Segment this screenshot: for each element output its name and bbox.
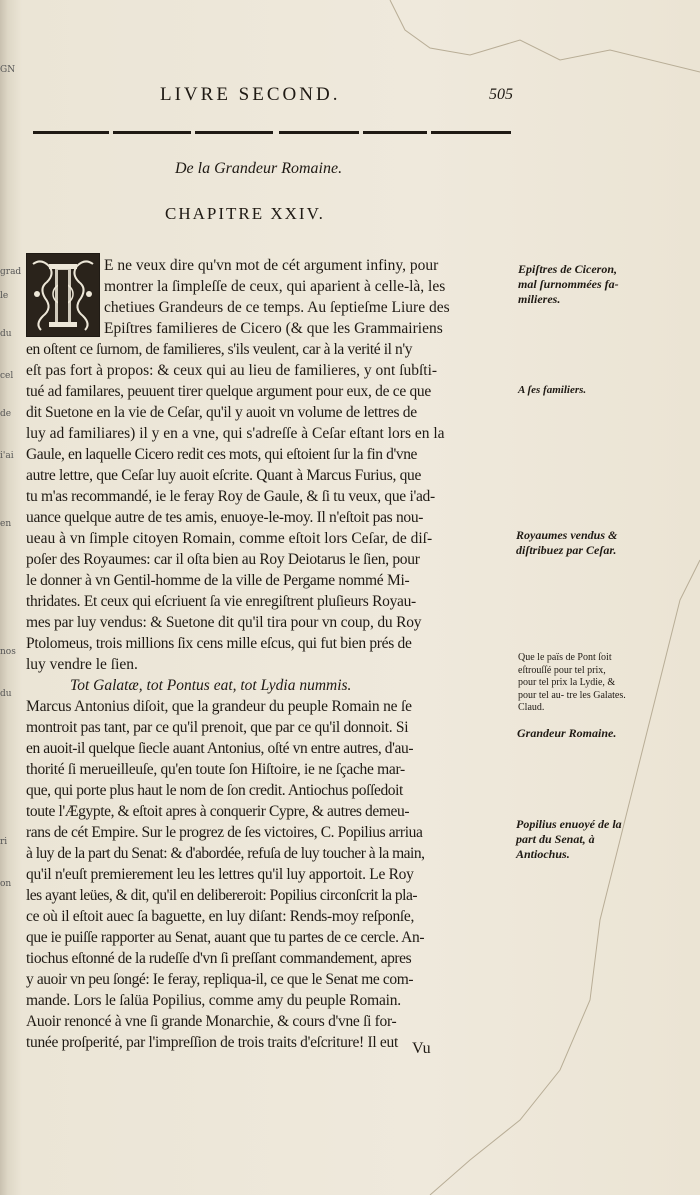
margin-note: Royaumes vendus & diſtribuez par Ceſar.	[516, 528, 618, 557]
body-line: que, qui porte plus haut le nom de ſon credit. Antiochus poſſedoit	[26, 782, 403, 799]
spine-text: ri	[0, 837, 8, 847]
body-line: luy ad familiares) il y en a vne, qui s'adreſſe à Ceſar eſtant lors en la	[26, 425, 445, 442]
body-line: tu m'as recommandé, ie le feray Roy de Gaule, & ſi tu veux, que i'ad-	[26, 488, 435, 505]
body-line: ce où il eſtoit auec ſa baguette, en luy diſant: Rends-moy reſponſe,	[26, 908, 415, 925]
section-title: De la Grandeur Romaine.	[175, 160, 343, 177]
body-line: Marcus Antonius diſoit, que la grandeur du peuple Romain ne ſe	[26, 698, 412, 715]
body-line: en oſtent ce ſurnom, de familieres, s'ils veulent, car à la verité il n'y	[26, 341, 413, 358]
spine-text: cel	[0, 371, 14, 381]
spine-text: en	[0, 519, 12, 529]
body-line: qu'il n'euſt premierement leu les lettres qu'il luy apportoit. Le Roy	[26, 866, 414, 883]
margin-note: Que le païs de Pont ſoit eſtrouſſé pour tel prix, pour tel prix la Lydie, & pour tel au- tre les Galates. Claud.	[518, 652, 626, 713]
body-line: toute l'Ægypte, & eſtoit apres à conquerir Cypre, & autres demeu-	[26, 803, 410, 820]
margin-note: Epiſtres de Ciceron, mal ſurnommées fa- milieres.	[518, 262, 619, 306]
body-line: thridates. Et ceux qui eſcriuent ſa vie enregiſtrent pluſieurs Royau-	[26, 593, 416, 610]
body-line: tiochus eſtonné de la rudeſſe d'vn ſi preſſant commandement, apres	[26, 950, 412, 967]
page-number: 505	[489, 86, 513, 103]
spine-text: GN	[0, 65, 16, 75]
body-line: montroit pas tant, par ce qu'il prenoit, que par ce qu'il donnoit. Si	[26, 719, 409, 736]
body-line: le donner à vn Gentil-homme de la ville de Pergame nommé Mi-	[26, 572, 410, 589]
header-rule	[33, 131, 511, 137]
margin-note: Grandeur Romaine.	[517, 726, 617, 740]
body-line: tunée proſperité, par l'impreſſion de trois traits d'eſcriture! Il eut	[26, 1034, 398, 1051]
body-line: Epiſtres familieres de Cicero (& que les Grammairiens	[104, 320, 443, 337]
ornamental-initial-icon	[26, 253, 100, 337]
spine-text: nos	[0, 647, 16, 657]
body-line: E ne veux dire qu'vn mot de cét argument infiny, pour	[104, 257, 439, 274]
body-line: rans de cét Empire. Sur le progrez de ſes victoires, C. Popilius arriua	[26, 824, 423, 841]
body-line: autre lettre, que Ceſar luy auoit eſcrite. Quant à Marcus Furius, que	[26, 467, 422, 484]
chapter-title: CHAPITRE XXIV.	[165, 204, 325, 223]
body-line: ueau à vn ſimple citoyen Romain, comme eſtoit lors Ceſar, de diſ-	[26, 530, 433, 547]
body-line: à luy de la part du Senat: & d'abordée, refuſa de luy toucher à la main,	[26, 845, 425, 862]
spine-text: du	[0, 329, 12, 339]
body-line: montrer la ſimpleſſe de ceux, qui aparient à celle-là, les	[104, 278, 446, 295]
spine-text: du	[0, 689, 12, 699]
body-line: en auoit-il quelque ſiecle auant Antonius, oſté vn entre autres, d'au-	[26, 740, 414, 757]
body-line: mes par luy vendus: & Suetone dit qu'il tira pour vn coup, du Roy	[26, 614, 422, 631]
body-line: poſer des Royaumes: car il oſta bien au Roy Deiotarus le ſien, pour	[26, 551, 420, 568]
body-line: les ayant leües, & dit, qu'il en delibereroit: Popilius circonſcrit la pla-	[26, 887, 417, 904]
body-line: uance quelque autre de tes amis, enuoye-le-moy. Il n'eſtoit pas nou-	[26, 509, 424, 526]
body-line: luy vendre le ſien.	[26, 656, 138, 673]
verse-quote: Tot Galatæ, tot Pontus eat, tot Lydia nummis.	[70, 677, 352, 694]
spine-text: grad	[0, 267, 22, 277]
margin-note: A ſes familiers.	[518, 384, 587, 396]
body-line: Auoir renoncé à vne ſi grande Monarchie, & cours d'vne ſi for-	[26, 1013, 397, 1030]
spine-text: de	[0, 409, 12, 419]
spine-text: on	[0, 879, 12, 889]
catchword: Vu	[412, 1040, 431, 1057]
running-header-title: LIVRE SECOND.	[160, 84, 341, 105]
spine-text: le	[0, 291, 9, 301]
body-line: eſt pas fort à propos: & ceux qui au lieu de familieres, y ont ſubſti-	[26, 362, 438, 379]
body-line: tué ad familares, peuuent tirer quelque argument pour eux, de ce que	[26, 383, 431, 400]
body-line: chetiues Grandeurs de ce temps. Au ſeptieſme Liure des	[104, 299, 450, 316]
spine-text: i'ai	[0, 451, 14, 461]
body-line: que ie puiſſe rapporter au Senat, auant que tu partes de ce cercle. An-	[26, 929, 425, 946]
body-line: dit Suetone en la vie de Ceſar, qu'il y auoit vn volume de lettres de	[26, 404, 417, 421]
body-line: Gaule, en laquelle Cicero redit ces mots, qui eſtoient ſur la fin d'vne	[26, 446, 418, 463]
body-line: thorité ſi merueilleuſe, qu'en toute ſon Hiſtoire, ie ne ſçache mar-	[26, 761, 405, 778]
margin-note: Popilius enuoyé de la part du Senat, à Antiochus.	[516, 817, 622, 861]
body-line: Ptolomeus, trois millions ſix cens mille eſcus, qui fut bien prés de	[26, 635, 412, 652]
body-line: y auoir vn peu ſongé: Ie feray, repliqua-il, ce que le Senat me com-	[26, 971, 414, 988]
body-line: mande. Lors le ſalüa Popilius, comme amy du peuple Romain.	[26, 992, 401, 1009]
